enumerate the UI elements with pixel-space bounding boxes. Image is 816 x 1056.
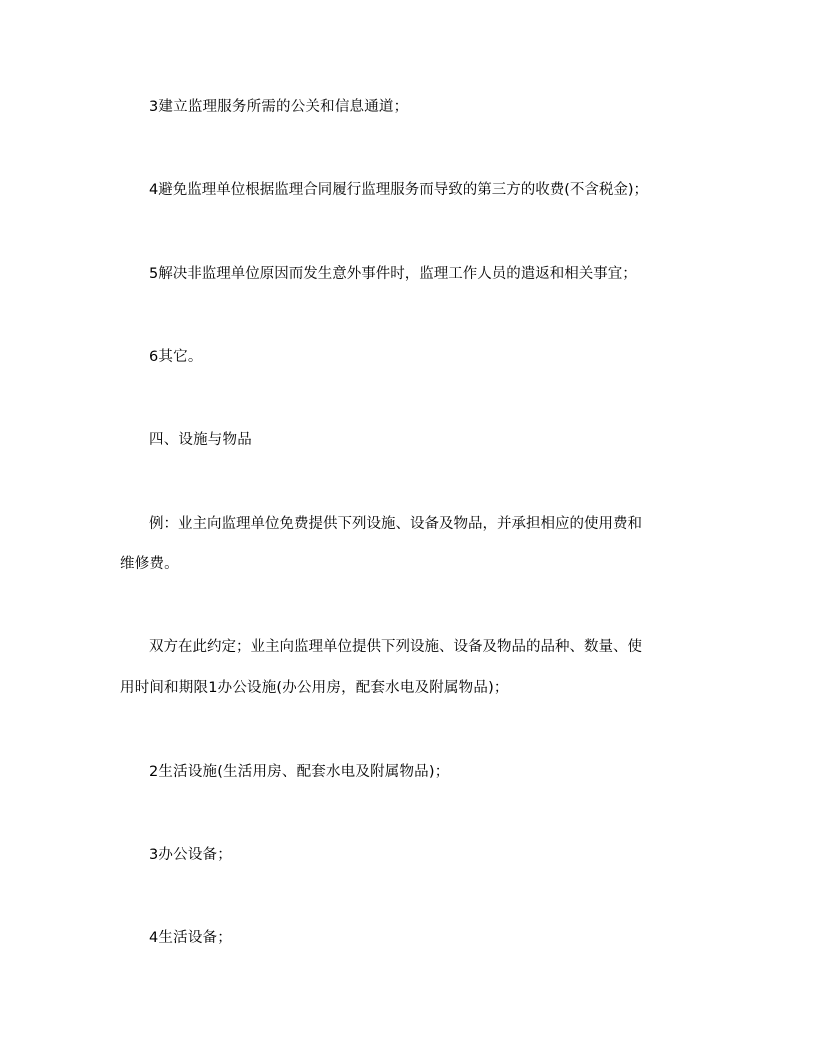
facility-item-3: 3办公设备；: [149, 847, 232, 863]
facility-item-2: 2生活设施(生活用房、配套水电及附属物品)；: [149, 764, 450, 780]
example-paragraph-line-2: 维修费。: [120, 556, 179, 572]
paragraph-item-5: 5解决非监理单位原因而发生意外事件时，监理工作人员的遣返和相关事宜；: [149, 266, 637, 282]
agreement-paragraph-line-1: 双方在此约定；业主向监理单位提供下列设施、设备及物品的品种、数量、使: [149, 639, 642, 655]
example-paragraph-line-1: 例：业主向监理单位免费提供下列设施、设备及物品，并承担相应的使用费和: [149, 516, 642, 532]
paragraph-item-3: 3建立监理服务所需的公关和信息通道；: [149, 99, 409, 115]
facility-item-4: 4生活设备；: [149, 930, 232, 946]
section-heading: 四、设施与物品: [149, 432, 252, 448]
paragraph-item-4: 4避免监理单位根据监理合同履行监理服务而导致的第三方的收费(不含税金)；: [149, 182, 649, 198]
agreement-paragraph-line-2: 用时间和期限1办公设施(办公用房，配套水电及附属物品)；: [120, 680, 509, 696]
paragraph-item-6: 6其它。: [149, 349, 203, 365]
